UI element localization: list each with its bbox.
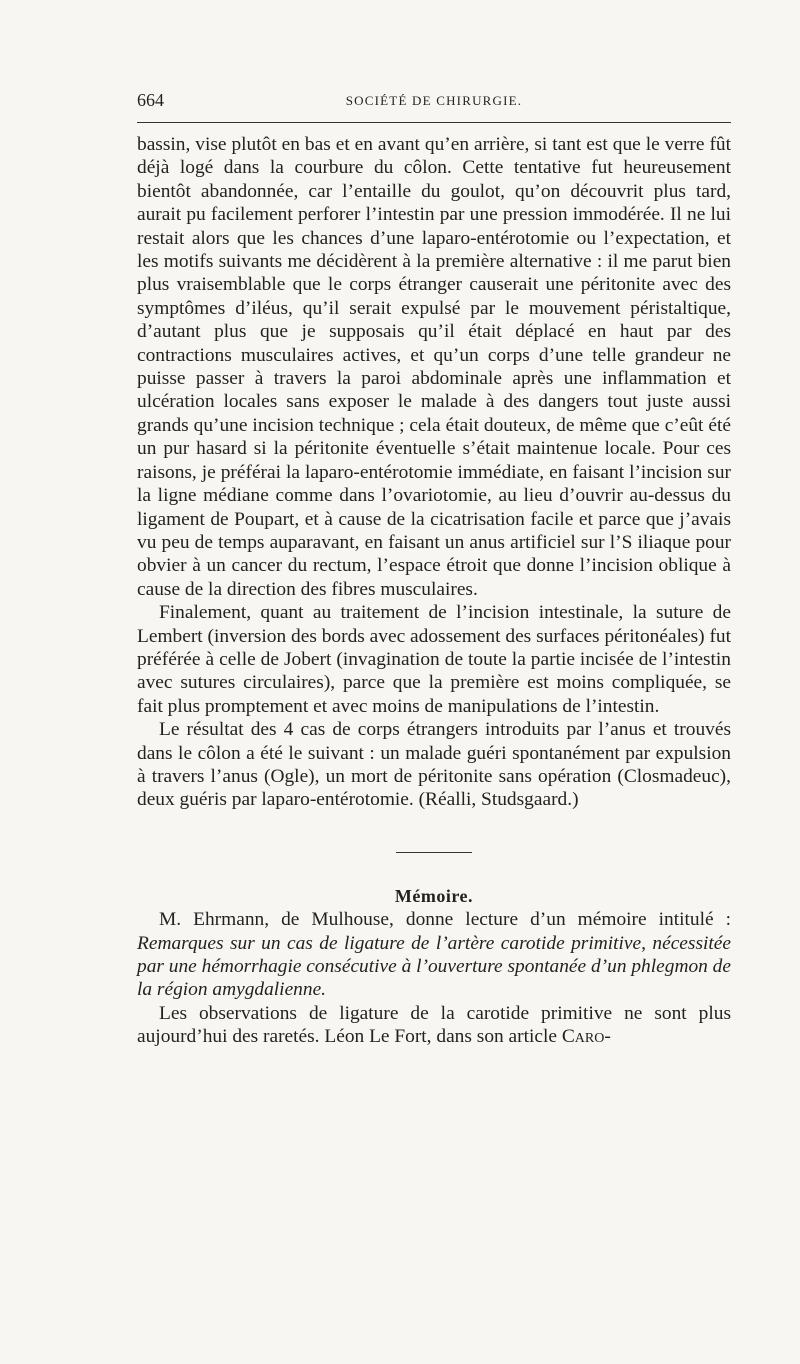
- paragraph-carotide-text: Les observations de ligature de la carotide primitive ne sont plus aujourd’hui des raretés. Léon Le Fort, dans son article: [137, 1002, 731, 1048]
- running-title: SOCIÉTÉ DE CHIRURGIE.: [345, 93, 523, 108]
- page-number: 664: [137, 90, 164, 110]
- section-separator: [396, 852, 472, 853]
- body-text: [137, 133, 731, 1049]
- paragraph-carotide: [137, 1002, 731, 1049]
- paragraph-results: Le résultat des 4 cas de corps étrangers introduits par l’anus et trouvés dans le côlon a été le suivant : un malade guéri spontanément par expulsion à travers l’anus (Ogle), un mort de péritonite sans opération (Closmadeuc), deux guéris par laparo-entérotomie. (Réalli, Studsgaard.): [137, 719, 731, 811]
- memoire-intro-text: M. Ehrmann, de Mulhouse, donne lecture d’un mémoire intitulé :: [159, 909, 731, 931]
- article-reference: Caro-: [561, 1026, 611, 1048]
- section-heading: Mémoire.: [394, 885, 474, 906]
- paragraph-suture: Finalement, quant au traitement de l’incision intestinale, la suture de Lembert (inversion des bords avec adossement des surfaces péritonéales) fut préférée à celle de Jobert (invagination de toute la partie incisée de l’intestin avec sutures circulaires), parce que la première est moins compliquée, se fait plus promptement et avec moins de manipulations de l’intestin.: [137, 602, 731, 717]
- document-page: [137, 86, 731, 1049]
- paragraph-continuation: bassin, vise plutôt en bas et en avant qu’en arrière, si tant est que le verre fût déjà logé dans la courbure du côlon. Cette tentative fut heureusement bientôt abandonnée, car l’entaille du goulot, qu’on découvrit plus tard, aurait pu facilement perforer l’intestin par une pression immodérée. Il ne lui restait alors que les chances d’une laparo-entérotomie ou l’expectation, et les motifs suivants me décidèrent à la première alternative : il me parut bien plus vraisemblable que le corps étranger causerait une péritonite avec des symptômes d’iléus, qu’il serait expulsé par le mouvement péristaltique, d’autant plus que je supposais qu’il était déplacé en haut par des contractions musculaires actives, et qu’un corps d’une telle grandeur ne puisse passer à travers la paroi abdominale après une inflammation et ulcération locales sans exposer le malade à des dangers tout juste aussi grands qu’une incision technique ; cela était douteux, de même que c’eût été un pur hasard si la péritonite éventuelle s’était maintenue locale. Pour ces raisons, je préférai la laparo-entérotomie immédiate, en faisant l’incision sur la ligne médiane comme dans l’ovariotomie, au lieu d’ouvrir au-dessus du ligament de Poupart, et à cause de la cicatrisation facile et parce que j’avais vu peu de temps auparavant, en faisant un anus artificiel sur l’S iliaque pour obvier à un cancer du rectum, l’espace étroit que donne l’incision oblique à cause de la direction des fibres musculaires.: [137, 134, 731, 600]
- memoire-intro: [137, 908, 731, 1002]
- header-rule: [137, 122, 731, 123]
- page-header: [137, 86, 731, 112]
- memoire-title: Remarques sur un cas de ligature de l’artère carotide primitive, nécessitée par une hémorrhagie consécutive à l’ouverture spontanée d’un phlegmon de la région amygdalienne.: [137, 932, 731, 1001]
